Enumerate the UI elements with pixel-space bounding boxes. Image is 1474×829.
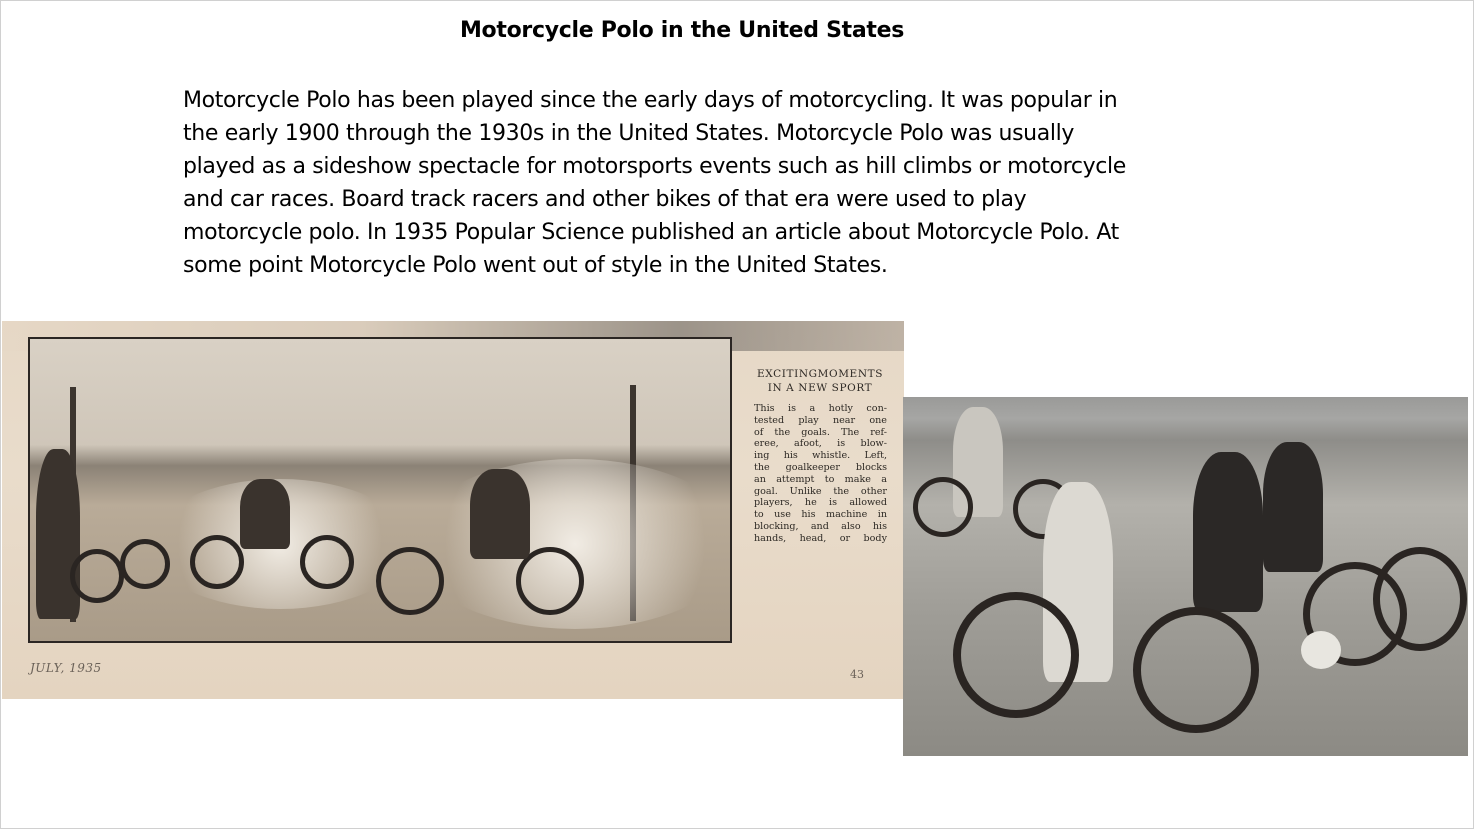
caption-line: hands, head, or body	[754, 532, 887, 544]
rider-figure	[1193, 452, 1263, 612]
rider-figure	[470, 469, 530, 559]
referee-figure	[36, 449, 80, 619]
caption-line: eree, afoot, is blow-	[754, 438, 887, 450]
caption-line: the goalkeeper blocks	[754, 461, 887, 473]
body-line: the early 1900 through the 1930s in the United States. Motorcycle Polo was usually	[183, 121, 1075, 146]
motorcycle-wheel	[913, 477, 973, 537]
issue-date: JULY, 1935	[30, 661, 102, 675]
body-line: Motorcycle Polo has been played since the early days of motorcycling. It was popular in	[183, 88, 1118, 113]
caption-line: of the goals. The ref-	[754, 426, 887, 438]
motorcycle-polo-riders-photo	[903, 397, 1468, 756]
caption-line: to use his machine in	[754, 509, 887, 521]
magazine-clipping	[2, 321, 904, 699]
motorcycle-polo-match-photo	[28, 337, 732, 643]
caption-line: an attempt to make a	[754, 473, 887, 485]
page-number: 43	[850, 668, 864, 681]
motorcycle-wheel	[300, 535, 354, 589]
motorcycle-wheel	[376, 547, 444, 615]
caption-line: This is a hotly con-	[754, 403, 887, 414]
caption-heading-line: EXCITINGMOMENTS	[756, 368, 884, 380]
body-line: motorcycle polo. In 1935 Popular Science published an article about Motorcycle Polo. At	[183, 220, 1119, 245]
caption-heading-line: IN A NEW SPORT	[767, 382, 873, 394]
body-line: some point Motorcycle Polo went out of style in the United States.	[183, 253, 888, 278]
caption-line: blocking, and also his	[754, 520, 887, 532]
motorcycle-wheel	[70, 549, 124, 603]
motorcycle-wheel	[1373, 547, 1467, 651]
rider-figure	[1263, 442, 1323, 572]
caption-line: tested play near one	[754, 414, 887, 426]
body-line: played as a sideshow spectacle for motorsports events such as hill climbs or motorcycle	[183, 154, 1126, 179]
caption-body	[754, 403, 887, 545]
motorcycle-wheel	[953, 592, 1079, 718]
motorcycle-wheel	[190, 535, 244, 589]
polo-ball	[1301, 631, 1341, 669]
motorcycle-wheel	[120, 539, 170, 589]
slide-title: Motorcycle Polo in the United States	[459, 18, 905, 43]
slide-body	[183, 84, 1193, 282]
rider-figure	[240, 479, 290, 549]
caption-line: goal. Unlike the other	[754, 485, 887, 497]
caption-line: ing his whistle. Left,	[754, 450, 887, 462]
caption-line: players, he is allowed	[754, 497, 887, 509]
motorcycle-wheel	[1133, 607, 1259, 733]
body-line: and car races. Board track racers and other bikes of that era were used to play	[183, 187, 1027, 212]
caption-heading	[750, 367, 890, 395]
